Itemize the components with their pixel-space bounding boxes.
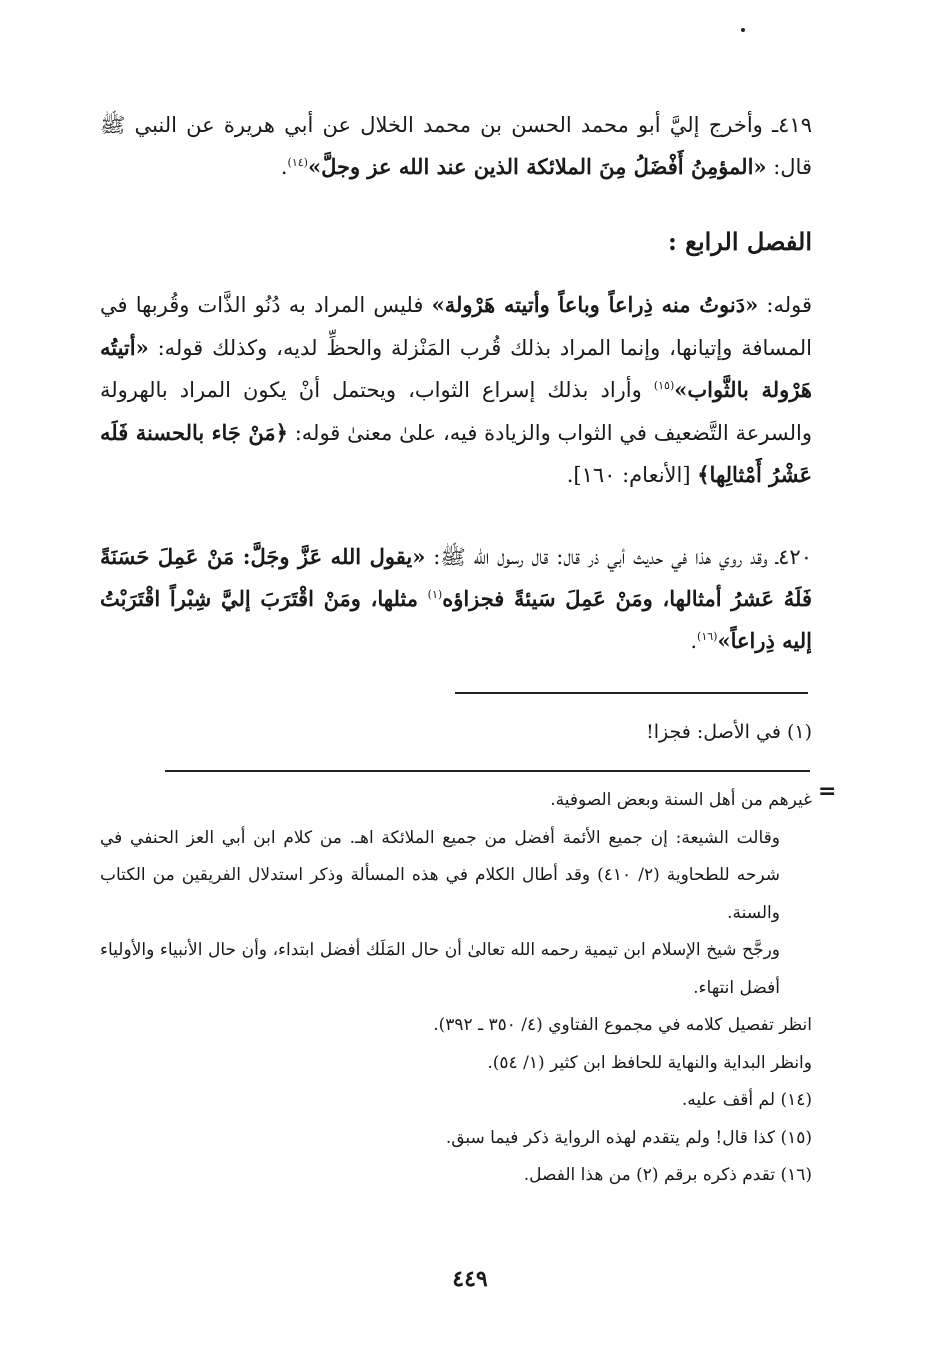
hadith-420-quote-1: «يقول الله عَزَّ وجَلَّ: مَنْ عَمِلَ حَسَنَةً فَلَهُ عَشرُ أمثالها، ومَنْ عَمِلَ سَيئةً فجزاؤه [100, 544, 812, 611]
footnote-15: (١٥) كذا قال! ولم يتقدم لهذه الرواية ذكر فيما سبق. [445, 1127, 812, 1148]
continuation-mark: = [818, 779, 837, 804]
hadith-420-text [100, 536, 812, 662]
hadith-420-quote-2: مثلها، ومَنْ اقْتَرَبَ إليَّ شِبْراً اقْتَرَبْتُ إليه ذِراعاً» [100, 586, 812, 653]
commentary-t2: فليس المراد به دُنُو الذَّات وقُربها في المسافة وإتيانها، وإنما المراد بذلك قُرب المَنْزلة والحظِّ لديه، وكذلك قوله: [100, 293, 812, 360]
endnote-ibn-taymiyya: ورجَّح شيخ الإسلام ابن تيمية رحمه الله تعالىٰ أن حال المَلَك أفضل ابتداء، وأن حال الأنبياء والأولياء أفضل انتهاء. [100, 940, 780, 998]
footnote-ref-16: (١٦) [697, 630, 718, 643]
hadith-420-intro: ٤٢٠ـ وقد روي هذا في حديث أبي ذر قال: قال رسول الله ﷺ: [425, 545, 812, 569]
commentary-t3: وأراد بذلك إسراع الثواب، ويحتمل أنْ يكون المراد بالهرولة والسرعة التَّضعيف في الثواب والزيادة فيه، علىٰ معنىٰ قوله: [100, 378, 812, 445]
footnote-16: (١٦) تقدم ذكره برقم (٢) من هذا الفصل. [523, 1165, 812, 1185]
footnote-1: (١) في الأصل: فجزا! [646, 721, 812, 743]
endnote-shia: وقالت الشيعة: إن جميع الأئمة أفضل من جميع الملائكة اهـ. من كلام ابن أبي العز الحنفي في شرحه للطحاوية (٢/ ٤١٠) وقد أطال الكلام في هذه المسألة وذكر استدلال الفريقين من الكتاب والسنة. [100, 827, 780, 923]
ink-speck [741, 28, 745, 32]
footnote-divider-long [165, 770, 810, 772]
hadith-419-end: . [280, 155, 288, 179]
commentary-text [100, 284, 812, 497]
commentary-t1: قوله: [758, 293, 813, 317]
footnote-ref-15: (١٥) [653, 379, 675, 392]
endnotes [100, 782, 812, 1195]
page-number: ٤٤٩ [452, 1266, 488, 1292]
hadith-419-intro: ٤١٩ـ وأخرج إليَّ أبو محمد الحسن بن محمد الخلال عن أبي هريرة عن النبي ﷺ قال: [100, 113, 812, 179]
footnote-ref-1: (١) [427, 588, 443, 601]
commentary-t4: [الأنعام: ١٦٠]. [566, 463, 698, 487]
hadith-420-end: . [690, 629, 698, 653]
section-heading: الفصل الرابع : [667, 227, 812, 256]
endnote-fatawa-ref: انظر تفصيل كلامه في مجموع الفتاوي (٤/ ٣٥٠ ـ ٣٩٢). [433, 1015, 812, 1035]
footnote-divider-short [455, 692, 808, 694]
endnote-continued: غيرهم من أهل السنة وبعض الصوفية. [550, 790, 812, 810]
commentary-quote-1: «دَنوتُ منه ذِراعاً وباعاً وأتيته هَرْولة» [431, 292, 759, 317]
footnote-14: (١٤) لم أقف عليه. [681, 1090, 812, 1110]
quran-verse: ﴿مَنْ جَاء بالحسنة فَلَه عَشْرُ أَمْثالِها﴾ [100, 419, 812, 487]
hadith-419 [100, 104, 812, 188]
footnote-ref-14: (١٤) [287, 156, 308, 169]
hadith-419-quote: «المؤمِنُ أَفْضَلُ مِنَ الملائكة الذين عند الله عز وجلَّ» [307, 154, 767, 179]
commentary-paragraph [100, 284, 812, 497]
hadith-420 [100, 536, 812, 662]
endnote-bidaya-ref: وانظر البداية والنهاية للحافظ ابن كثير (١/ ٥٤). [487, 1052, 812, 1073]
commentary-quote-2: «أتيتُه هَرْولة بالثَّواب» [100, 334, 812, 402]
hadith-419-text [100, 104, 812, 188]
